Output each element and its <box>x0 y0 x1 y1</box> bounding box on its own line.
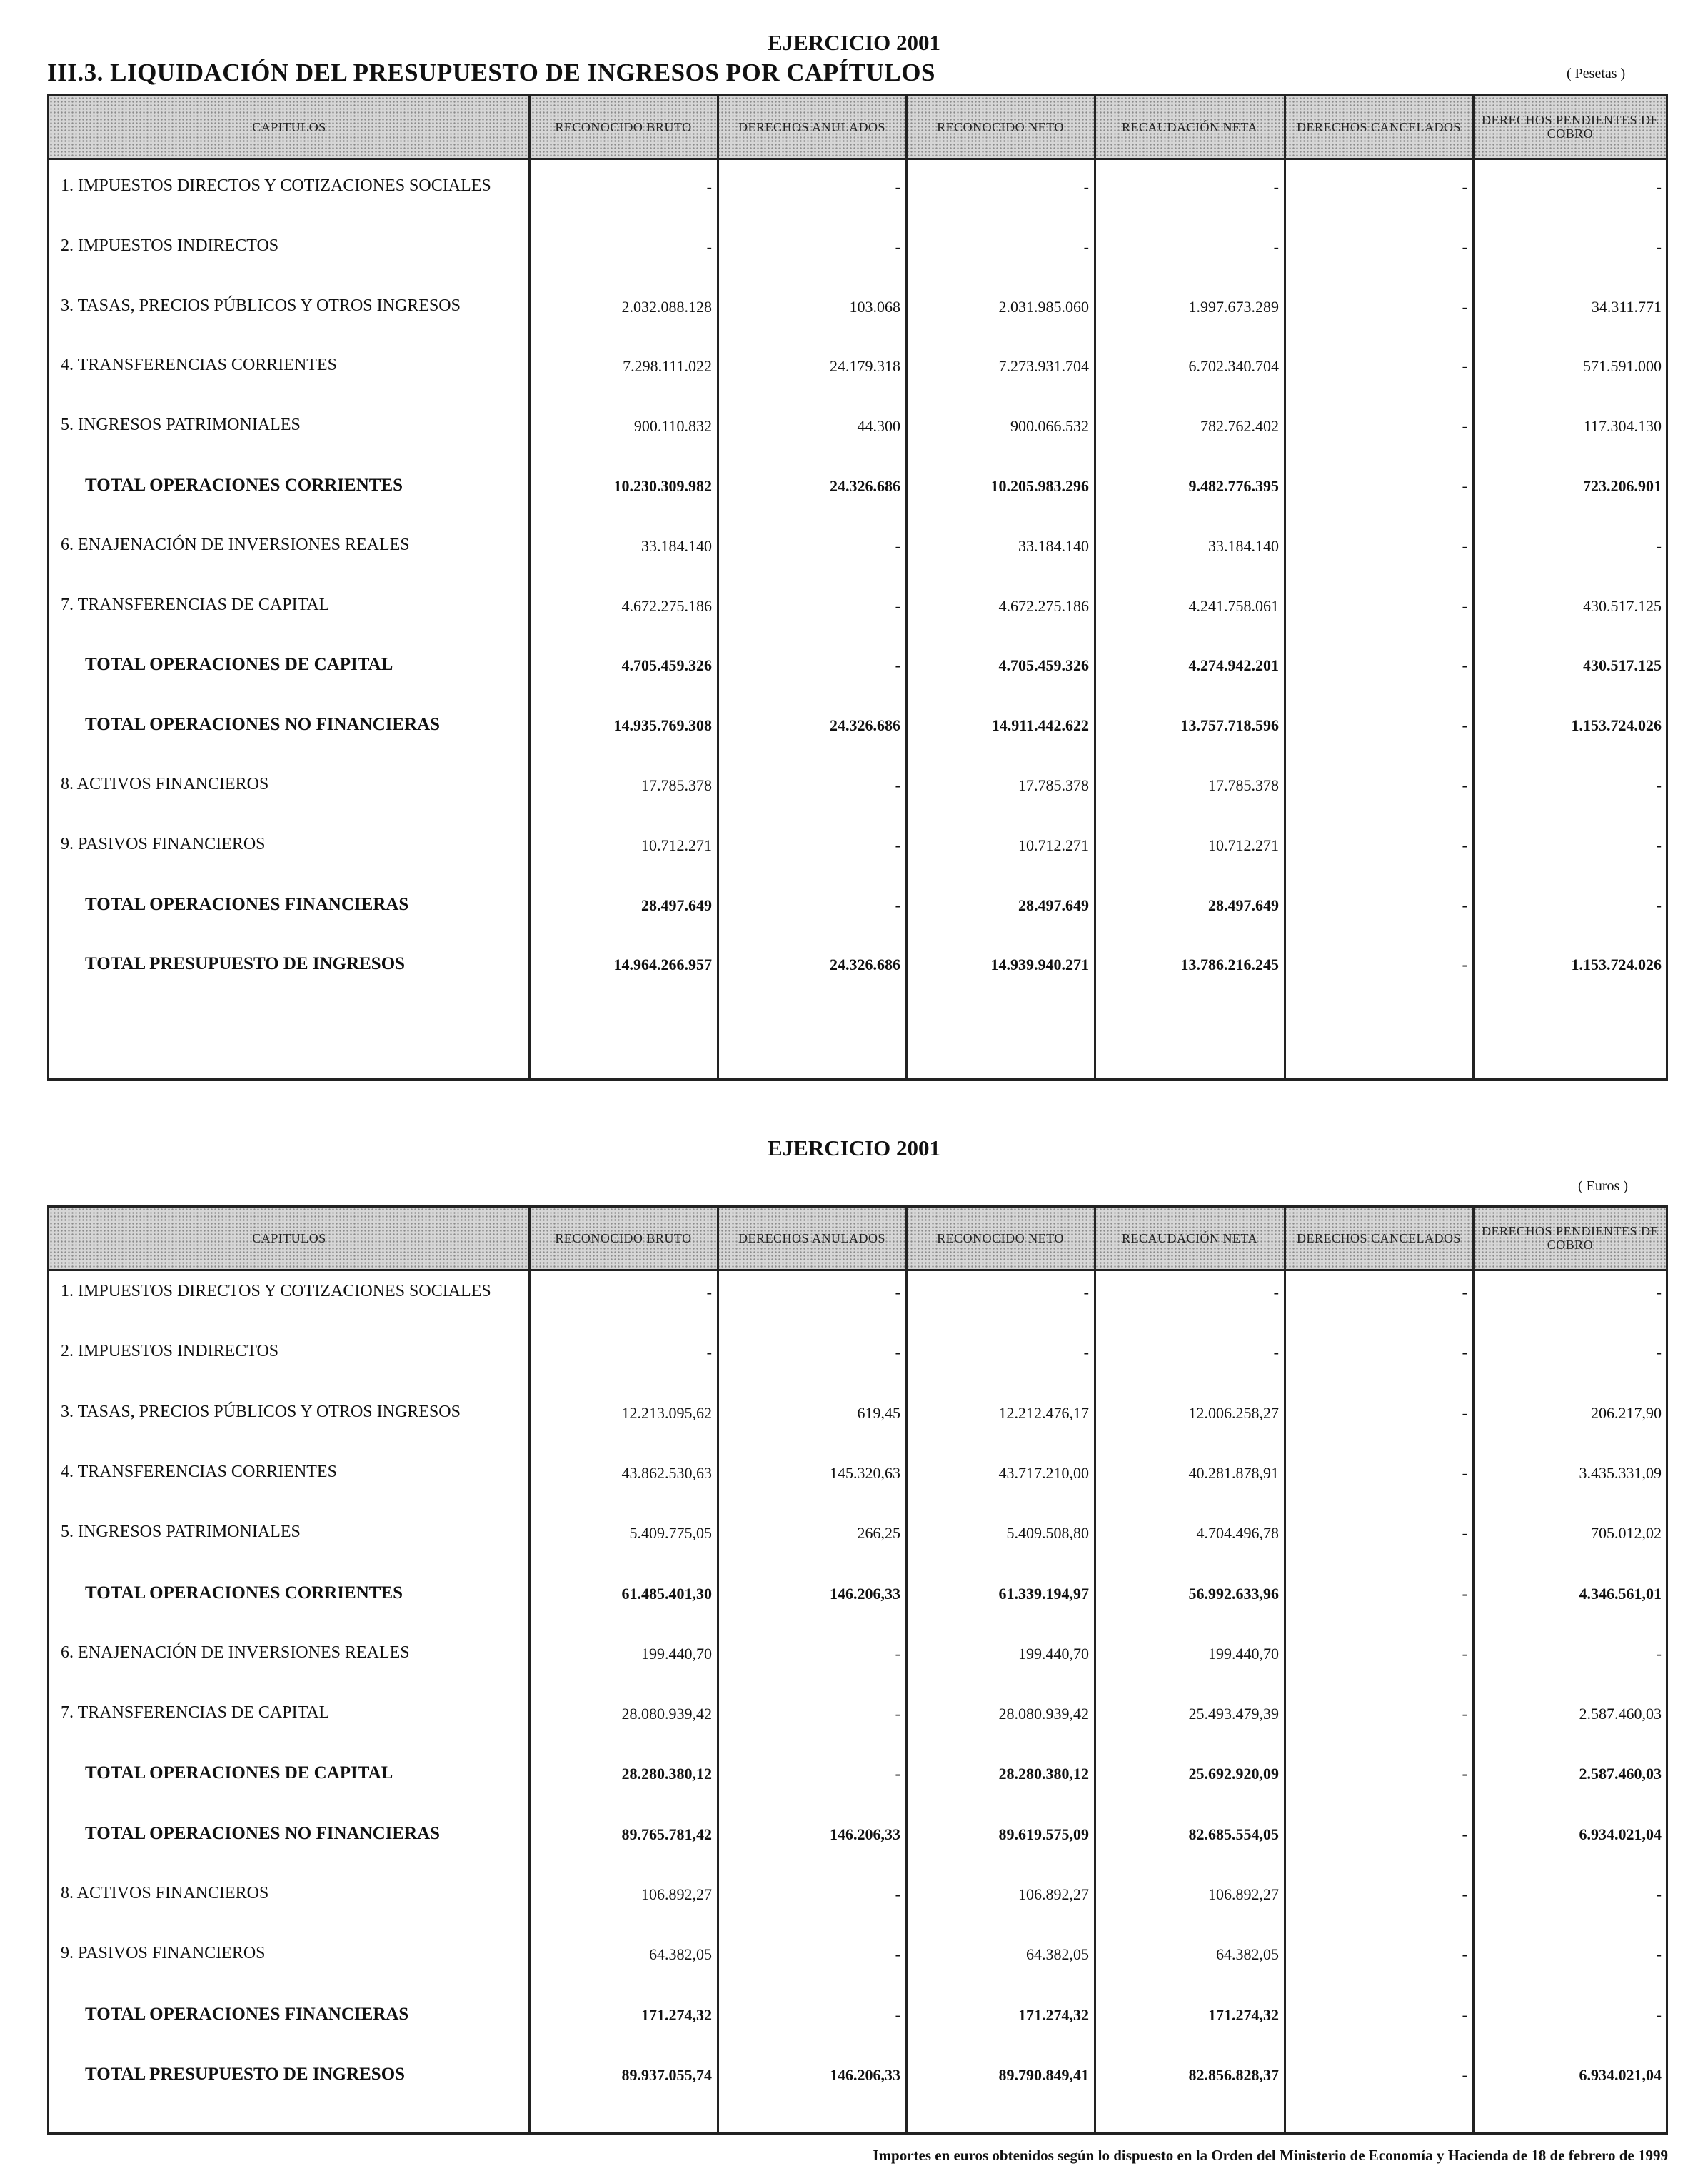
cell-value: - <box>1656 238 1662 256</box>
cell-value: 10.712.271 <box>1018 836 1089 854</box>
cell-value: 10.712.271 <box>641 836 712 854</box>
cell-value: - <box>1656 1645 1662 1663</box>
row-label: TOTAL OPERACIONES FINANCIERAS <box>85 2005 409 2024</box>
cell-value: 106.892,27 <box>641 1885 712 1903</box>
total-row <box>49 466 1666 508</box>
cell-value: 28.497.649 <box>641 896 712 914</box>
cell-value: - <box>1462 1343 1467 1361</box>
cell-value: 43.862.530,63 <box>621 1464 712 1482</box>
cell-value: 1.997.673.289 <box>1188 298 1279 316</box>
cell-value: - <box>1462 1404 1467 1422</box>
table-row <box>49 1633 1666 1676</box>
total-row <box>49 1573 1666 1616</box>
total-row <box>49 1753 1666 1796</box>
cell-value: 34.311.771 <box>1591 298 1662 316</box>
cell-value: 571.591.000 <box>1583 357 1662 375</box>
cell-value: 6.934.021,04 <box>1579 1825 1662 1843</box>
cell-value: 28.080.939,42 <box>621 1705 712 1723</box>
table-row <box>49 1513 1666 1555</box>
cell-value: - <box>1462 1585 1467 1603</box>
cell-value: - <box>895 1765 900 1783</box>
cell-value: - <box>1462 298 1467 316</box>
cell-value: 33.184.140 <box>1208 537 1279 555</box>
cell-value: 199.440,70 <box>641 1645 712 1663</box>
table2-heading: EJERCICIO 2001 <box>767 1135 940 1160</box>
cell-value: 44.300 <box>857 417 900 435</box>
cell-value: - <box>1462 1885 1467 1903</box>
column-header: CAPITULOS <box>252 1230 326 1245</box>
cell-value: - <box>1462 2066 1467 2084</box>
cell-value: 103.068 <box>849 298 900 316</box>
cell-value: 2.587.460,03 <box>1579 1765 1662 1783</box>
cell-value: 28.080.939,42 <box>998 1705 1089 1723</box>
cell-value: - <box>1462 2006 1467 2024</box>
cell-value: 171.274,32 <box>1018 2006 1089 2024</box>
footnote: Importes en euros obtenidos según lo dispuesto en la Orden del Ministerio de Economía y Hacienda de 18 de febrero de 1999 <box>873 2147 1668 2164</box>
cell-value: 2.587.460,03 <box>1579 1705 1662 1723</box>
cell-value: 6.934.021,04 <box>1579 2066 1662 2084</box>
column-header: DERECHOS CANCELADOS <box>1296 1230 1462 1245</box>
cell-value: - <box>1462 597 1467 615</box>
cell-value: 9.482.776.395 <box>1188 477 1279 495</box>
row-label: TOTAL OPERACIONES DE CAPITAL <box>85 1763 393 1783</box>
cell-value: 28.280.380,12 <box>998 1765 1089 1783</box>
cell-value: - <box>706 178 712 196</box>
cell-value: - <box>1462 896 1467 914</box>
column-header: DERECHOS CANCELADOS <box>1296 119 1462 134</box>
table1-unit: ( Pesetas ) <box>1567 66 1626 81</box>
cell-value: 28.280.380,12 <box>621 1765 712 1783</box>
cell-value: - <box>1462 956 1467 973</box>
total-row <box>49 944 1666 987</box>
cell-value: 12.006.258,27 <box>1188 1404 1279 1422</box>
row-label: TOTAL OPERACIONES DE CAPITAL <box>85 655 393 674</box>
row-label: TOTAL PRESUPUESTO DE INGRESOS <box>85 954 406 973</box>
row-label: TOTAL OPERACIONES CORRIENTES <box>85 1583 403 1603</box>
cell-value: - <box>895 836 900 854</box>
row-label: 7. TRANSFERENCIAS DE CAPITAL <box>61 1703 330 1722</box>
column-header: RECAUDACIÓN NETA <box>1121 119 1258 134</box>
cell-value: - <box>1083 238 1089 256</box>
cell-value: - <box>895 776 900 794</box>
cell-value: - <box>1273 1343 1279 1361</box>
cell-value: 4.672.275.186 <box>621 597 712 615</box>
cell-value: 2.031.985.060 <box>998 298 1089 316</box>
row-label: 5. INGRESOS PATRIMONIALES <box>61 1523 301 1541</box>
cell-value: 199.440,70 <box>1208 1645 1279 1663</box>
table-row <box>49 1332 1666 1375</box>
cell-value: - <box>1462 1945 1467 1963</box>
cell-value: - <box>1083 178 1089 196</box>
cell-value: 56.992.633,96 <box>1188 1585 1279 1603</box>
cell-value: 117.304.130 <box>1583 417 1662 435</box>
row-label: 9. PASIVOS FINANCIEROS <box>61 835 266 853</box>
cell-value: 61.485.401,30 <box>621 1585 712 1603</box>
cell-value: - <box>1656 836 1662 854</box>
cell-value: 266,25 <box>857 1524 900 1542</box>
cell-value: 2.032.088.128 <box>621 298 712 316</box>
cell-value: 82.856.828,37 <box>1188 2066 1279 2084</box>
cell-value: - <box>895 178 900 196</box>
cell-value: 64.382,05 <box>649 1945 712 1963</box>
cell-value: 17.785.378 <box>1208 776 1279 794</box>
table-header <box>49 1208 1666 1271</box>
cell-value: 4.704.496,78 <box>1196 1524 1279 1542</box>
table-row <box>49 226 1666 269</box>
column-header: RECONOCIDO NETO <box>937 1230 1064 1245</box>
row-label: 7. TRANSFERENCIAS DE CAPITAL <box>61 596 330 614</box>
cell-value: - <box>1083 1283 1089 1301</box>
cell-value: 17.785.378 <box>641 776 712 794</box>
cell-value: 64.382,05 <box>1026 1945 1089 1963</box>
cell-value: 4.705.459.326 <box>621 656 712 674</box>
cell-value: - <box>895 1343 900 1361</box>
total-row <box>49 885 1666 928</box>
cell-value: - <box>895 1945 900 1963</box>
row-label: TOTAL OPERACIONES NO FINANCIERAS <box>85 1824 441 1843</box>
table-row <box>49 526 1666 568</box>
cell-value: 13.786.216.245 <box>1180 956 1279 973</box>
cell-value: 10.712.271 <box>1208 836 1279 854</box>
total-row <box>49 1814 1666 1857</box>
cell-value: - <box>1656 537 1662 555</box>
cell-value: - <box>1273 1283 1279 1301</box>
cell-value: - <box>895 1885 900 1903</box>
cell-value: - <box>1656 776 1662 794</box>
cell-value: - <box>1273 238 1279 256</box>
row-label: 3. TASAS, PRECIOS PÚBLICOS Y OTROS INGRESOS <box>61 296 461 315</box>
cell-value: - <box>1656 896 1662 914</box>
cell-value: 10.230.309.982 <box>613 477 712 495</box>
cell-value: 89.765.781,42 <box>621 1825 712 1843</box>
table-row <box>49 1272 1666 1315</box>
row-label: 4. TRANSFERENCIAS CORRIENTES <box>61 356 337 374</box>
cell-value: - <box>895 1705 900 1723</box>
table-row <box>49 1874 1666 1917</box>
column-header: RECONOCIDO BRUTO <box>555 1230 692 1245</box>
cell-value: - <box>1656 1945 1662 1963</box>
cell-value: 900.110.832 <box>633 417 712 435</box>
table-row <box>49 406 1666 448</box>
cell-value: - <box>895 896 900 914</box>
cell-value: 89.619.575,09 <box>998 1825 1089 1843</box>
cell-value: 3.435.331,09 <box>1579 1464 1662 1482</box>
cell-value: 171.274,32 <box>1208 2006 1279 2024</box>
cell-value: 705.012,02 <box>1591 1524 1662 1542</box>
row-label: TOTAL OPERACIONES FINANCIERAS <box>85 895 409 914</box>
column-header: CAPITULOS <box>252 119 326 134</box>
cell-value: 4.672.275.186 <box>998 597 1089 615</box>
total-row <box>49 2055 1666 2097</box>
row-label: 9. PASIVOS FINANCIEROS <box>61 1944 266 1962</box>
table-header <box>49 96 1666 160</box>
cell-value: 6.702.340.704 <box>1188 357 1279 375</box>
cell-value: 430.517.125 <box>1583 656 1662 674</box>
row-label: TOTAL OPERACIONES NO FINANCIERAS <box>85 715 441 734</box>
cell-value: - <box>1462 357 1467 375</box>
row-label: 8. ACTIVOS FINANCIEROS <box>61 1884 269 1902</box>
cell-value: - <box>1462 836 1467 854</box>
cell-value: 619,45 <box>857 1404 900 1422</box>
column-header: DERECHOS ANULADOS <box>738 119 886 134</box>
cell-value: - <box>1462 238 1467 256</box>
cell-value: - <box>895 537 900 555</box>
row-label: 6. ENAJENACIÓN DE INVERSIONES REALES <box>61 1643 410 1662</box>
table-row <box>49 346 1666 388</box>
cell-value: - <box>895 238 900 256</box>
cell-value: - <box>706 238 712 256</box>
cell-value: - <box>706 1283 712 1301</box>
cell-value: - <box>1462 776 1467 794</box>
cell-value: 40.281.878,91 <box>1188 1464 1279 1482</box>
cell-value: 1.153.724.026 <box>1571 956 1662 973</box>
cell-value: 43.717.210,00 <box>998 1464 1089 1482</box>
column-header: RECONOCIDO BRUTO <box>555 119 692 134</box>
cell-value: - <box>1462 477 1467 495</box>
cell-value: - <box>1462 178 1467 196</box>
table-row <box>49 286 1666 329</box>
cell-value: - <box>1656 1343 1662 1361</box>
cell-value: 10.205.983.296 <box>990 477 1089 495</box>
cell-value: 4.705.459.326 <box>998 656 1089 674</box>
cell-value: - <box>895 597 900 615</box>
cell-value: 24.326.686 <box>830 716 900 734</box>
column-header: RECONOCIDO NETO <box>937 119 1064 134</box>
column-header: RECAUDACIÓN NETA <box>1121 1230 1258 1245</box>
cell-value: 12.212.476,17 <box>998 1404 1089 1422</box>
cell-value: - <box>895 656 900 674</box>
row-label: 2. IMPUESTOS INDIRECTOS <box>61 236 279 255</box>
table-row <box>49 1393 1666 1435</box>
row-label: 4. TRANSFERENCIAS CORRIENTES <box>61 1463 337 1481</box>
row-label: 6. ENAJENACIÓN DE INVERSIONES REALES <box>61 536 410 554</box>
cell-value: 61.339.194,97 <box>998 1585 1089 1603</box>
cell-value: 7.273.931.704 <box>998 357 1089 375</box>
cell-value: 82.685.554,05 <box>1188 1825 1279 1843</box>
cell-value: - <box>706 1343 712 1361</box>
cell-value: 25.692.920,09 <box>1188 1765 1279 1783</box>
total-row <box>49 705 1666 748</box>
cell-value: 14.939.940.271 <box>990 956 1089 973</box>
cell-value: 14.935.769.308 <box>613 716 712 734</box>
cell-value: 146.206,33 <box>830 1825 900 1843</box>
cell-value: - <box>1462 1825 1467 1843</box>
row-label: 8. ACTIVOS FINANCIEROS <box>61 775 269 793</box>
cell-value: 7.298.111.022 <box>623 357 712 375</box>
row-label: 5. INGRESOS PATRIMONIALES <box>61 416 301 434</box>
cell-value: 33.184.140 <box>1018 537 1089 555</box>
cell-value: 900.066.532 <box>1010 417 1089 435</box>
cell-value: 14.911.442.622 <box>991 716 1089 734</box>
cell-value: - <box>1656 178 1662 196</box>
cell-value: 4.346.561,01 <box>1579 1585 1662 1603</box>
cell-value: - <box>1462 1645 1467 1663</box>
row-label: 3. TASAS, PRECIOS PÚBLICOS Y OTROS INGRESOS <box>61 1403 461 1421</box>
cell-value: 25.493.479,39 <box>1188 1705 1279 1723</box>
table1 <box>47 94 1668 1081</box>
cell-value: - <box>1462 1524 1467 1542</box>
cell-value: 33.184.140 <box>641 537 712 555</box>
cell-value: - <box>1273 178 1279 196</box>
row-label: TOTAL PRESUPUESTO DE INGRESOS <box>85 2065 406 2084</box>
table-row <box>49 765 1666 808</box>
cell-value: 4.241.758.061 <box>1188 597 1279 615</box>
cell-value: - <box>1656 1885 1662 1903</box>
table-row <box>49 586 1666 628</box>
cell-value: 28.497.649 <box>1208 896 1279 914</box>
row-label: 1. IMPUESTOS DIRECTOS Y COTIZACIONES SOCIALES <box>61 176 491 195</box>
table-row <box>49 1693 1666 1736</box>
cell-value: 4.274.942.201 <box>1188 656 1279 674</box>
column-header: DERECHOS ANULADOS <box>738 1230 886 1245</box>
cell-value: 106.892,27 <box>1208 1885 1279 1903</box>
cell-value: 89.790.849,41 <box>998 2066 1089 2084</box>
table-row <box>49 825 1666 868</box>
cell-value: 24.179.318 <box>830 357 900 375</box>
cell-value: 145.320,63 <box>830 1464 900 1482</box>
row-label: 2. IMPUESTOS INDIRECTOS <box>61 1342 279 1360</box>
cell-value: - <box>1462 1464 1467 1482</box>
cell-value: - <box>1462 1765 1467 1783</box>
table-row <box>49 166 1666 209</box>
cell-value: 723.206.901 <box>1583 477 1662 495</box>
cell-value: - <box>1462 417 1467 435</box>
cell-value: 89.937.055,74 <box>621 2066 712 2084</box>
cell-value: 171.274,32 <box>641 2006 712 2024</box>
cell-value: 14.964.266.957 <box>613 956 712 973</box>
cell-value: - <box>1462 656 1467 674</box>
table2 <box>47 1205 1668 2135</box>
column-header: DERECHOS PENDIENTES DE COBRO <box>1482 113 1659 141</box>
cell-value: 430.517.125 <box>1583 597 1662 615</box>
cell-value: 1.153.724.026 <box>1571 716 1662 734</box>
total-row <box>49 1995 1666 2037</box>
cell-value: 64.382,05 <box>1216 1945 1279 1963</box>
cell-value: 17.785.378 <box>1018 776 1089 794</box>
cell-value: 12.213.095,62 <box>621 1404 712 1422</box>
cell-value: 199.440,70 <box>1018 1645 1089 1663</box>
total-row <box>49 645 1666 688</box>
table-row <box>49 1934 1666 1977</box>
cell-value: 206.217,90 <box>1591 1404 1662 1422</box>
cell-value: - <box>1462 716 1467 734</box>
cell-value: 24.326.686 <box>830 956 900 973</box>
cell-value: - <box>895 1645 900 1663</box>
cell-value: 13.757.718.596 <box>1180 716 1279 734</box>
cell-value: 5.409.508,80 <box>1006 1524 1089 1542</box>
cell-value: 146.206,33 <box>830 1585 900 1603</box>
cell-value: 106.892,27 <box>1018 1885 1089 1903</box>
table-row <box>49 1453 1666 1495</box>
cell-value: 5.409.775,05 <box>629 1524 712 1542</box>
cell-value: - <box>1462 1283 1467 1301</box>
cell-value: - <box>1462 537 1467 555</box>
row-label: TOTAL OPERACIONES CORRIENTES <box>85 476 403 495</box>
column-header: DERECHOS PENDIENTES DE COBRO <box>1482 1224 1659 1252</box>
cell-value: - <box>895 1283 900 1301</box>
cell-value: 782.762.402 <box>1200 417 1279 435</box>
cell-value: - <box>895 2006 900 2024</box>
table2-unit: ( Euros ) <box>1578 1178 1628 1194</box>
row-label: 1. IMPUESTOS DIRECTOS Y COTIZACIONES SOCIALES <box>61 1282 491 1300</box>
cell-value: - <box>1656 2006 1662 2024</box>
section-title: III.3. LIQUIDACIÓN DEL PRESUPUESTO DE INGRESOS POR CAPÍTULOS <box>47 59 935 86</box>
cell-value: 24.326.686 <box>830 477 900 495</box>
table1-heading: EJERCICIO 2001 <box>767 30 940 55</box>
cell-value: 28.497.649 <box>1018 896 1089 914</box>
cell-value: - <box>1656 1283 1662 1301</box>
cell-value: - <box>1462 1705 1467 1723</box>
cell-value: 146.206,33 <box>830 2066 900 2084</box>
cell-value: - <box>1083 1343 1089 1361</box>
